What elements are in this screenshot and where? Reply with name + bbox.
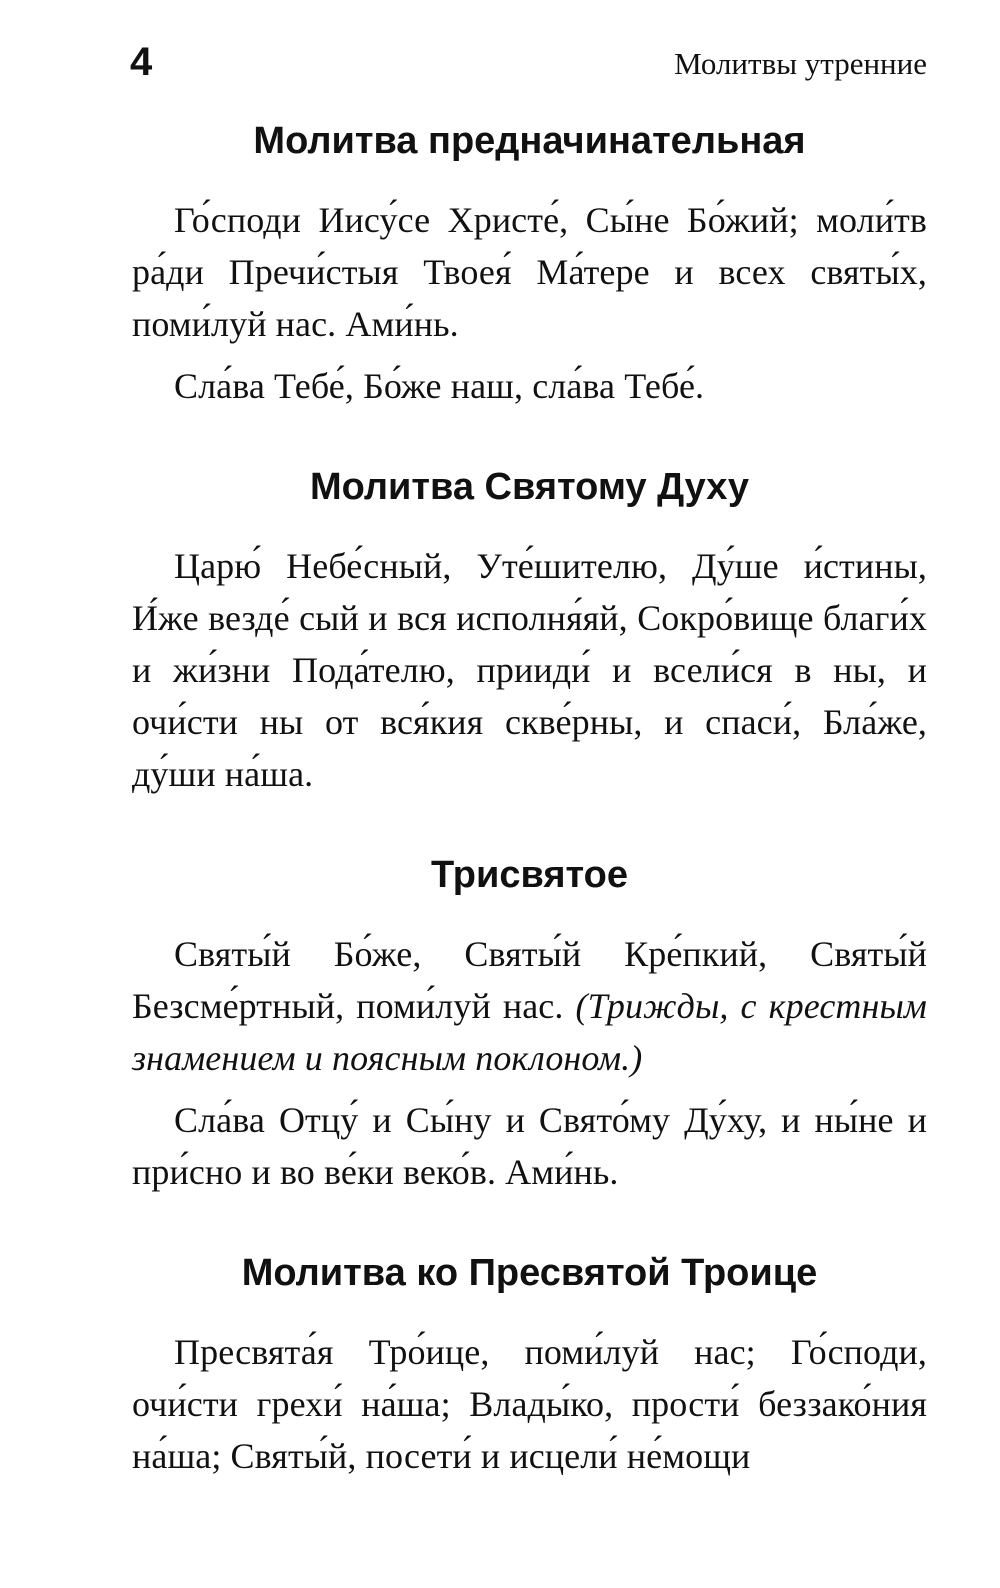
prayer-paragraph-with-rubric xyxy=(132,928,927,1084)
prayer-paragraph: Го́споди Иису́се Христе́, Сы́не Бо́жий; моли́тв ра́ди Пречи́стыя Твоея́ Ма́тере и всех святы́х, поми́луй нас. Ами́нь. xyxy=(132,200,927,344)
section-heading-holy-spirit: Молитва Святому Духу xyxy=(309,466,750,508)
running-title: Молитвы утренние xyxy=(674,46,927,81)
prayer-paragraph: Сла́ва Тебе́, Бо́же наш, сла́ва Тебе́. xyxy=(174,366,705,406)
section-heading-holy-trinity: Молитва ко Пресвятой Троице xyxy=(241,1252,818,1294)
prayer-paragraph: Царю́ Небе́сный, Уте́шителю, Ду́ше и́стины, И́же везде́ сый и вся исполня́яй, Сокро́вище благи́х и жи́зни Пода́телю, прииди́ и всели́ся в ны, и очи́сти ны от вся́кия скве́рны, и спаси́, Бла́же, ду́ши на́ша. xyxy=(132,546,927,794)
section-heading-prenachinatelnaya: Молитва предначинательная xyxy=(253,120,806,162)
prayer-text: Святы́й Бо́же, Святы́й Кре́пкий, Святы́й Безсме́ртный, поми́луй нас. xyxy=(132,934,927,1026)
page-number: 4 xyxy=(130,40,153,84)
running-head xyxy=(130,40,927,88)
rubric-note: (Трижды, с крестным знамением и поясным поклоном.) xyxy=(132,986,928,1078)
page-content xyxy=(132,118,927,1482)
prayer-paragraph: Пресвята́я Тро́ице, поми́луй нас; Го́споди, очи́сти грехи́ на́ша; Влады́ко, прости́ беззако́ния на́ша; Святы́й, посети́ и исцели́ не́мощи xyxy=(132,1332,927,1476)
section-heading-trisagion: Трисвятое xyxy=(431,854,628,896)
prayer-paragraph: Сла́ва Отцу́ и Сы́ну и Свято́му Ду́ху, и ны́не и при́сно и во ве́ки веко́в. Ами́нь. xyxy=(132,1100,927,1192)
